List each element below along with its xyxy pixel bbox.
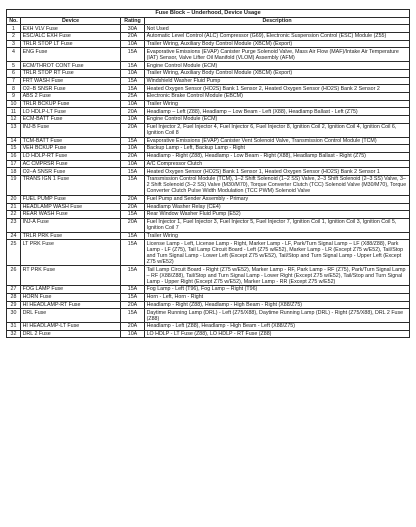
cell-rating: 10A bbox=[121, 145, 145, 153]
cell-device: LT PRK Fuse bbox=[21, 240, 121, 266]
table-title-row bbox=[7, 10, 410, 18]
cell-no: 13 bbox=[7, 123, 21, 137]
table-row bbox=[7, 25, 410, 33]
cell-description: Automatic Level Control (ALC) Compressor (G69), Electronic Suspension Control (ESC) Module (Z55) bbox=[145, 33, 410, 41]
cell-rating: 20A bbox=[121, 203, 145, 211]
table-row bbox=[7, 309, 410, 323]
cell-rating: 15A bbox=[121, 309, 145, 323]
cell-rating: 20A bbox=[121, 323, 145, 331]
cell-rating: 20A bbox=[121, 108, 145, 116]
table-row bbox=[7, 203, 410, 211]
table-row bbox=[7, 137, 410, 145]
cell-device: FUEL PUMP Fuse bbox=[21, 195, 121, 203]
table-row bbox=[7, 301, 410, 309]
table-row bbox=[7, 69, 410, 77]
cell-rating: 15A bbox=[121, 77, 145, 85]
cell-device: INJ-A Fuse bbox=[21, 218, 121, 232]
cell-device: DRL Fuse bbox=[21, 309, 121, 323]
cell-rating: 15A bbox=[121, 62, 145, 70]
cell-no: 25 bbox=[7, 240, 21, 266]
cell-no: 5 bbox=[7, 62, 21, 70]
cell-rating: 20A bbox=[121, 218, 145, 232]
cell-description: Headlamp - Right (Z88), Headlamp - High Beam - Right (X88/Z75) bbox=[145, 301, 410, 309]
cell-no: 4 bbox=[7, 48, 21, 62]
cell-no: 9 bbox=[7, 92, 21, 100]
cell-no: 12 bbox=[7, 116, 21, 124]
cell-description: Trailer Wiring bbox=[145, 100, 410, 108]
cell-description: Headlamp – Left (Z88), Headlamp – Low Beam - Left (X88), Headlamp Ballast - Left (Z75) bbox=[145, 108, 410, 116]
cell-rating: 10A bbox=[121, 160, 145, 168]
cell-no: 32 bbox=[7, 330, 21, 338]
cell-description: Trailer Wiring bbox=[145, 232, 410, 240]
table-row bbox=[7, 92, 410, 100]
fuse-table bbox=[6, 9, 410, 338]
cell-no: 23 bbox=[7, 218, 21, 232]
cell-rating: 10A bbox=[121, 116, 145, 124]
cell-device: HORN Fuse bbox=[21, 293, 121, 301]
cell-rating: 30A bbox=[121, 25, 145, 33]
cell-description: Fog Lamp - Left (T96), Fog Lamp – Right (T96) bbox=[145, 286, 410, 294]
table-row bbox=[7, 266, 410, 286]
table-row bbox=[7, 240, 410, 266]
cell-description: Trailer Wiring, Auxiliary Body Control Module (XBCM) (Export) bbox=[145, 40, 410, 48]
cell-rating: 20A bbox=[121, 195, 145, 203]
cell-device: O2–A SNSR Fuse bbox=[21, 168, 121, 176]
cell-rating: 15A bbox=[121, 175, 145, 195]
cell-description: Trailer Wiring, Auxiliary Body Control Module (XBCM) (Export) bbox=[145, 69, 410, 77]
cell-device: O2–B SNSR Fuse bbox=[21, 85, 121, 93]
cell-description: Heated Oxygen Sensor (HO2S) Bank 1 Sensor 2, Heated Oxygen Sensor (HO2S) Bank 2 Sensor 2 bbox=[145, 85, 410, 93]
cell-description: Not Used bbox=[145, 25, 410, 33]
table-row bbox=[7, 123, 410, 137]
cell-no: 3 bbox=[7, 40, 21, 48]
cell-device: TRLR BCKUP Fuse bbox=[21, 100, 121, 108]
table-row bbox=[7, 211, 410, 219]
cell-device: TRLR STOP LT Fuse bbox=[21, 40, 121, 48]
cell-device: TRLR STOP RT Fuse bbox=[21, 69, 121, 77]
table-row bbox=[7, 62, 410, 70]
cell-rating: 10A bbox=[121, 100, 145, 108]
table-row bbox=[7, 145, 410, 153]
cell-device: TCM-BATT Fuse bbox=[21, 137, 121, 145]
cell-no: 29 bbox=[7, 301, 21, 309]
table-row bbox=[7, 323, 410, 331]
table-row bbox=[7, 152, 410, 160]
table-row bbox=[7, 108, 410, 116]
cell-no: 8 bbox=[7, 85, 21, 93]
cell-no: 16 bbox=[7, 152, 21, 160]
cell-no: 7 bbox=[7, 77, 21, 85]
cell-description: Heated Oxygen Sensor (HO2S) Bank 1 Sensor 1, Heated Oxygen Sensor (HO2S) Bank 2 Sensor 1 bbox=[145, 168, 410, 176]
cell-no: 10 bbox=[7, 100, 21, 108]
cell-description: Headlamp Washer Relay (CE4) bbox=[145, 203, 410, 211]
header-device: Device bbox=[21, 17, 121, 25]
cell-no: 15 bbox=[7, 145, 21, 153]
cell-device: ABS 2 Fuse bbox=[21, 92, 121, 100]
cell-device: RT PRK Fuse bbox=[21, 266, 121, 286]
cell-device: TRLR PRK Fuse bbox=[21, 232, 121, 240]
header-row bbox=[7, 17, 410, 25]
cell-description: Backup Lamp - Left, Backup Lamp - Right bbox=[145, 145, 410, 153]
cell-no: 20 bbox=[7, 195, 21, 203]
cell-description: Headlamp - Left (Z88), Headlamp - High Beam - Left (X88/Z75) bbox=[145, 323, 410, 331]
cell-rating: 20A bbox=[121, 123, 145, 137]
cell-no: 26 bbox=[7, 266, 21, 286]
table-row bbox=[7, 85, 410, 93]
cell-rating: 15A bbox=[121, 137, 145, 145]
cell-rating: 15A bbox=[121, 293, 145, 301]
cell-device: VEH BCKUP Fuse bbox=[21, 145, 121, 153]
table-row bbox=[7, 330, 410, 338]
cell-description: Electronic Brake Control Module (EBCM) bbox=[145, 92, 410, 100]
cell-no: 24 bbox=[7, 232, 21, 240]
cell-device: REAR WASH Fuse bbox=[21, 211, 121, 219]
cell-rating: 15A bbox=[121, 168, 145, 176]
cell-rating: 25A bbox=[121, 92, 145, 100]
cell-description: Engine Control Module (ECM) bbox=[145, 116, 410, 124]
table-row bbox=[7, 160, 410, 168]
cell-no: 6 bbox=[7, 69, 21, 77]
cell-device: FRT WASH Fuse bbox=[21, 77, 121, 85]
cell-rating: 20A bbox=[121, 33, 145, 41]
cell-device: ESC/ALC EXH Fuse bbox=[21, 33, 121, 41]
cell-rating: 10A bbox=[121, 40, 145, 48]
cell-device: LO HDLP-LT Fuse bbox=[21, 108, 121, 116]
cell-rating: 15A bbox=[121, 232, 145, 240]
cell-rating: 15A bbox=[121, 240, 145, 266]
table-row bbox=[7, 116, 410, 124]
cell-rating: 15A bbox=[121, 48, 145, 62]
table-row bbox=[7, 232, 410, 240]
cell-no: 14 bbox=[7, 137, 21, 145]
cell-description: Horn - Left, Horn - Right bbox=[145, 293, 410, 301]
cell-rating: 15A bbox=[121, 85, 145, 93]
table-body bbox=[7, 25, 410, 338]
cell-device: ECM/THROT CONT Fuse bbox=[21, 62, 121, 70]
cell-device: ENG Fuse bbox=[21, 48, 121, 62]
table-row bbox=[7, 195, 410, 203]
cell-device: ECM-BATT Fuse bbox=[21, 116, 121, 124]
cell-description: Fuel Pump and Sender Assembly - Primary bbox=[145, 195, 410, 203]
cell-device: INJ-B Fuse bbox=[21, 123, 121, 137]
cell-description: Rear Window Washer Fluid Pump (E52) bbox=[145, 211, 410, 219]
cell-description: Daytime Running Lamp (DRL) - Left (Z75/X88), Daytime Running Lamp (DRL) - Right (Z75/X88), DRL 2 Fuse (Z88) bbox=[145, 309, 410, 323]
table-row bbox=[7, 33, 410, 41]
table-row bbox=[7, 286, 410, 294]
cell-no: 1 bbox=[7, 25, 21, 33]
cell-device: AC CMPRSR Fuse bbox=[21, 160, 121, 168]
table-row bbox=[7, 77, 410, 85]
cell-device: FOG LAMP Fuse bbox=[21, 286, 121, 294]
cell-device: DRL 2 Fuse bbox=[21, 330, 121, 338]
cell-rating: 15A bbox=[121, 211, 145, 219]
cell-rating: 10A bbox=[121, 330, 145, 338]
cell-no: 28 bbox=[7, 293, 21, 301]
cell-no: 27 bbox=[7, 286, 21, 294]
cell-no: 22 bbox=[7, 211, 21, 219]
cell-description: Tail Lamp Circuit Board - Right (Z75 w/E52), Marker Lamp - RF, Park Lamp - RF (Z75), Park/Turn Signal Lamp – RF (X88/Z88), Tail/Stop and Turn Signal Lamp - Lower Right (Except Z75 w/E52), Tail/Stop and Turn Signal Lamp - Upper Right (Except Z75 w/E52), Marker Lamp - RR (Except Z75 w/E52) bbox=[145, 266, 410, 286]
cell-description: Windshield Washer Fluid Pump bbox=[145, 77, 410, 85]
cell-no: 30 bbox=[7, 309, 21, 323]
cell-device: TRANS IGN 1 Fuse bbox=[21, 175, 121, 195]
cell-description: Headlamp - Right (Z88), Headlamp - Low Beam - Right (X88), Headlamp Ballast - Right (Z75) bbox=[145, 152, 410, 160]
cell-description: LO HDLP - LT Fuse (Z88), LO HDLP - RT Fuse (Z88) bbox=[145, 330, 410, 338]
cell-no: 31 bbox=[7, 323, 21, 331]
cell-rating: 15A bbox=[121, 286, 145, 294]
table-title: Fuse Block – Underhood, Device Usage bbox=[7, 10, 410, 18]
table-row bbox=[7, 293, 410, 301]
header-description: Description bbox=[145, 17, 410, 25]
table-row bbox=[7, 48, 410, 62]
cell-device: EXH VLV Fuse bbox=[21, 25, 121, 33]
table-row bbox=[7, 175, 410, 195]
cell-no: 21 bbox=[7, 203, 21, 211]
table-row bbox=[7, 40, 410, 48]
cell-device: HI HEADLAMP-RT Fuse bbox=[21, 301, 121, 309]
table-row bbox=[7, 168, 410, 176]
cell-no: 19 bbox=[7, 175, 21, 195]
cell-no: 17 bbox=[7, 160, 21, 168]
header-no: No. bbox=[7, 17, 21, 25]
cell-device: LO HDLP-RT Fuse bbox=[21, 152, 121, 160]
table-row bbox=[7, 218, 410, 232]
cell-no: 18 bbox=[7, 168, 21, 176]
cell-device: HEADLAMP WASH Fuse bbox=[21, 203, 121, 211]
cell-device: HI HEADLAMP-LT Fuse bbox=[21, 323, 121, 331]
cell-description: Evaporative Emissions (EVAP) Canister Vent Solenoid Valve, Transmission Control Module (TCM) bbox=[145, 137, 410, 145]
cell-description: Engine Control Module (ECM) bbox=[145, 62, 410, 70]
cell-description: Fuel Injector 2, Fuel Injector 4, Fuel Injector 6, Fuel Injector 8, Ignition Coil 2, Ignition Coil 4, Ignition Coil 6, Ignition Coil 8 bbox=[145, 123, 410, 137]
cell-description: Fuel Injector 1, Fuel Injector 3, Fuel Injector 5, Fuel Injector 7, Ignition Coil 1, Ignition Coil 3, Ignition Coil 5, Ignition Coil 7 bbox=[145, 218, 410, 232]
cell-rating: 10A bbox=[121, 69, 145, 77]
cell-rating: 15A bbox=[121, 266, 145, 286]
cell-rating: 20A bbox=[121, 152, 145, 160]
cell-description: A/C Compressor Clutch bbox=[145, 160, 410, 168]
header-rating: Rating bbox=[121, 17, 145, 25]
cell-rating: 20A bbox=[121, 301, 145, 309]
table-row bbox=[7, 100, 410, 108]
cell-description: Evaporative Emissions (EVAP) Canister Purge Solenoid Valve, Mass Air Flow (MAF)/Intake Air Temperature (IAT) Sensor, Valve Lifter Oil Manifold (VLOM) Assembly (AFM) bbox=[145, 48, 410, 62]
cell-no: 11 bbox=[7, 108, 21, 116]
cell-no: 2 bbox=[7, 33, 21, 41]
cell-description: License Lamp - Left, License Lamp - Right, Marker Lamp - LF, Park/Turn Signal Lamp – LF (X88/Z88), Park Lamp - LF (Z75), Tail Lamp Circuit Board - Left (Z75 w/E52), Marker Lamp - LR (Except Z75 w/E52), Tail/Stop and Turn Signal Lamp - Lower Left (Except Z75 w/E52), Tail/Stop and Turn Signal Lamp - Upper Left (Except Z75 w/E52) bbox=[145, 240, 410, 266]
cell-description: Transmission Control Module (TCM), 1–2 Shift Solenoid (1–2 SS) Valve, 2–3 Shift Solenoid (2–3 SS) Valve, 3–2 Shift Solenoid (3–2 SS) Valve (M30/M70), Torque Converter Clutch (TCC) Solenoid Valve (M30/M70), Torque Converter Clutch Pulse Width Modulation (TCC PWM) Solenoid Valve bbox=[145, 175, 410, 195]
